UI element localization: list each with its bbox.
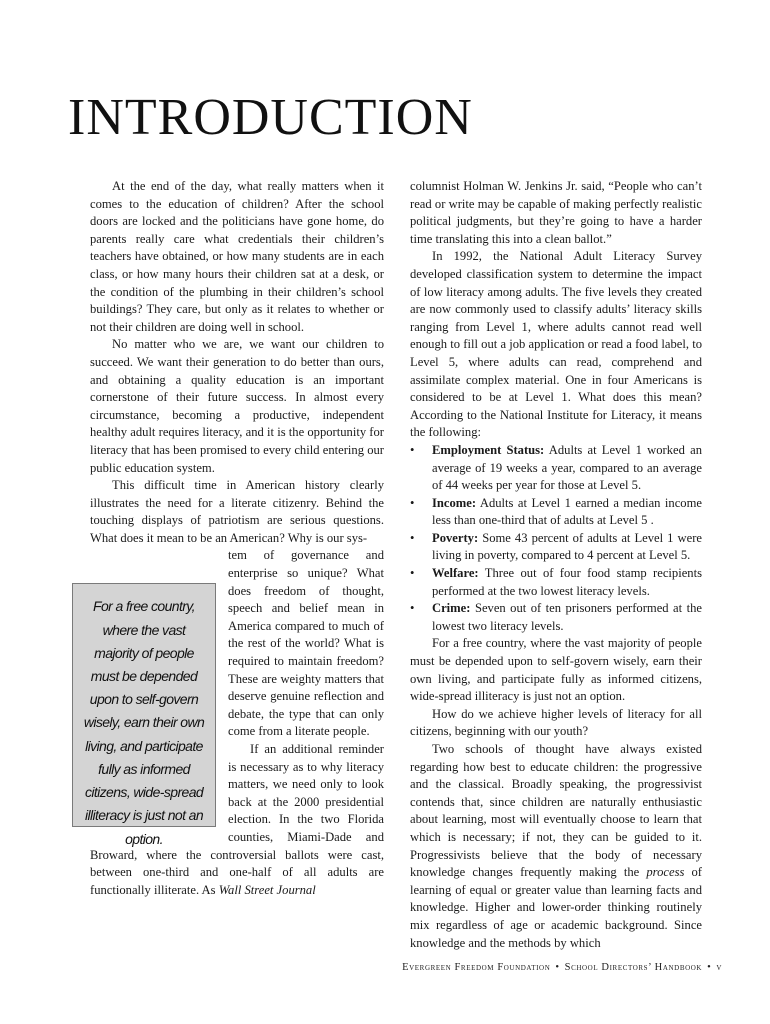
paragraph: At the end of the day, what really matters when it comes to the education of children? After the school doors are locked and the politicians have gone home, do parents really care what credentials their children’s teachers have obtained, or how many students are in each class, or how many hours their children sat at a desk, or the condition of the plumbing in their children’s school buildings? They care, but only as it relates to whether or not their children are doing well in school. (90, 179, 384, 334)
paragraph-text: Two schools of thought have always existed regarding how best to educate children: the progressive and the classical. Broadly speaking, the progressivist contends that, since children are naturally enthusiastic about learning, most will eventually choose to learn that which is necessary; if not, they can be guided to it. Progressivists believe that the body of necessary knowledge changes frequently making the (410, 742, 702, 880)
bullet-label: Employment Status: (432, 442, 545, 457)
emphasis-text: process (646, 865, 685, 880)
right-column (410, 178, 702, 952)
paragraph: How do we achieve higher levels of literacy for all citizens, beginning with our youth? (410, 706, 702, 739)
left-column (83, 178, 384, 899)
paragraph-text: counties, Miami-Dade and Broward, where the controversial ballots were cast, between one-third and one-half of all adults are functionally illiterate. As (90, 829, 384, 897)
paragraph-text: If an additional reminder is necessary as to why literacy matters, we need only to look back at the 2000 presidential election. In the two Florida (228, 742, 384, 827)
pull-quote: For a free country, where the vast majority of people must be depended upon to self-govern wisely, earn their own living, and participate fully as informed citizens, wide-spread illiteracy is just not an option. (72, 583, 216, 827)
bullet-item (410, 530, 702, 565)
bullet-text: Three out of four food stamp recipients performed at the two lowest literacy levels. (432, 566, 702, 598)
page-footer (402, 962, 722, 973)
bullet-item (410, 495, 702, 530)
bullet-label: Crime: (432, 601, 471, 616)
page-title: INTRODUCTION (68, 89, 473, 146)
bullet-label: Income: (432, 495, 477, 510)
paragraph: columnist Holman W. Jenkins Jr. said, “People who can’t read or write may be capable of making perfectly realistic political judgments, but they’re going to have a harder time translating this into a clean ballot.” (410, 179, 702, 246)
bullet-item (410, 600, 702, 635)
bullet-label: Poverty: (432, 530, 479, 545)
paragraph-text: of learning of equal or greater value than learning facts and knowledge. Higher and lower-order thinking routinely mix regardless of age or academic background. Since knowledge and the methods by which (410, 865, 702, 950)
paragraph: For a free country, where the vast majority of people must be depended upon to self-govern wisely, earn their own living, and participate fully as informed citizens, wide-spread illiteracy is just not an option. (410, 636, 702, 704)
bullet-text: Seven out of ten prisoners performed at the lowest two literacy levels. (432, 601, 702, 633)
paragraph (410, 741, 702, 952)
literacy-bullet-list (410, 442, 702, 636)
bullet-text: Adults at Level 1 earned a median income less than one-third that of adults at Level 5 . (432, 495, 702, 528)
bullet-item (410, 565, 702, 600)
bullet-label: Welfare: (432, 566, 479, 581)
journal-name: Wall Street Journal (218, 882, 316, 897)
bullet-text: Adults at Level 1 worked an average of 19 weeks a year, compared to an average of 44 weeks per year for those at Level 5. (432, 442, 702, 493)
page-number: v (716, 962, 722, 973)
footer-organization: Evergreen Freedom Foundation (402, 962, 551, 973)
footer-separator: • (555, 962, 560, 973)
footer-book-title: School Directors’ Handbook (564, 962, 703, 973)
paragraph: This difficult time in American history clearly illustrates the need for a literate citizenry. Behind the touching displays of patriotism are serious questions. What does it mean to be an American? Why is our sys- (90, 478, 384, 545)
bullet-item (410, 442, 702, 495)
bullet-text: Some 43 percent of adults at Level 1 were living in poverty, compared to 4 percent at Level 5. (432, 530, 702, 563)
paragraph: In 1992, the National Adult Literacy Survey developed classification system to determine the impact of low literacy among adults. The five levels they created are now commonly used to classify adults’ literacy skills ranging from Level 1, where adults cannot read well enough to fill out a job application or read a food label, to Level 5, where adults can read, comprehend and assimilate complex material. One in four Americans is considered to be at Level 1. What does this mean? According to the National Institute for Literacy, it means the following: (410, 249, 702, 440)
paragraph: No matter who we are, we want our children to succeed. We want their generation to do better than ours, and obtaining a quality education is an important cornerstone of their future success. In almost every circumstance, becoming a productive, independent healthy adult requires literacy, and it is the opportunity for literacy that has been promised to every child entering our public education system. (90, 337, 384, 475)
footer-separator: • (707, 962, 712, 973)
paragraph: tem of governance and enterprise so unique? What does freedom of thought, speech and belief mean in America compared to much of the rest of the world? What is required to maintain freedom? These are weighty matters that deserve genuine reflection and debate, the type that can only come from a literate people. (228, 548, 384, 739)
